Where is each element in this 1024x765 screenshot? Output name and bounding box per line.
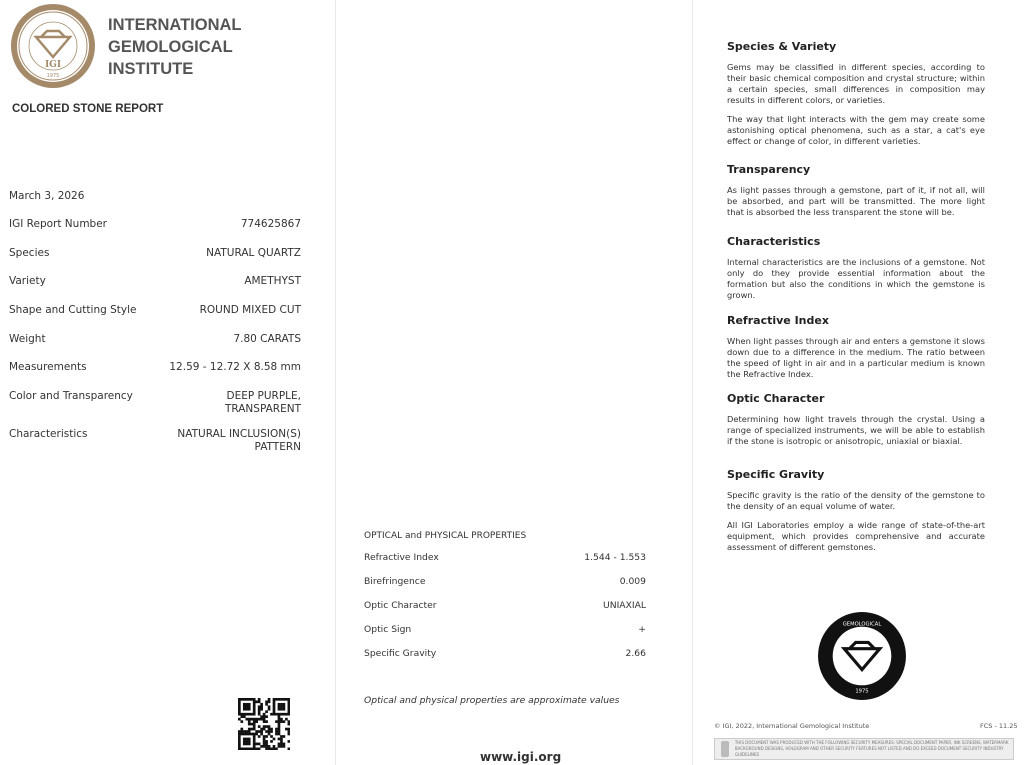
row-value: 7.80 CARATS: [233, 333, 301, 345]
section-paragraph: Internal characteristics are the inclusions of a gemstone. Not only do they provide essential information about the formation but also the conditions in which the gemstone is grown.: [727, 257, 985, 300]
optical-row: [364, 552, 646, 563]
igi-seal-logo: [10, 3, 96, 89]
section-title: Refractive Index: [727, 314, 829, 327]
section-paragraph: Gems may be classified in different species, according to their basic chemical composition and crystal structure; within a certain species, small differences in composition may results in different colors, or varieties.: [727, 62, 985, 105]
row-label: Variety: [9, 275, 46, 287]
row-label: Weight: [9, 333, 46, 345]
qr-code[interactable]: [238, 698, 290, 750]
row-value: NATURAL QUARTZ: [206, 247, 301, 259]
website-link[interactable]: www.igi.org: [480, 750, 562, 764]
info-section: [727, 392, 985, 455]
optical-row: [364, 648, 646, 659]
row-value: AMETHYST: [244, 275, 301, 287]
section-title: Optic Character: [727, 392, 825, 405]
optical-row: [364, 576, 646, 587]
row-value: 2.66: [625, 648, 646, 659]
row-value: 0.009: [619, 576, 646, 587]
report-date: March 3, 2026: [9, 190, 85, 202]
row-value: 12.59 - 12.72 X 8.58 mm: [169, 361, 301, 373]
info-section: [727, 163, 985, 226]
row-label: Measurements: [9, 361, 87, 373]
svg-text:IGI: IGI: [44, 60, 62, 70]
row-label: Species: [9, 247, 50, 259]
row-value: UNIAXIAL: [603, 600, 646, 611]
row-label: IGI Report Number: [9, 218, 107, 230]
section-title: Transparency: [727, 163, 811, 176]
optical-heading: OPTICAL and PHYSICAL PROPERTIES: [364, 531, 527, 541]
brand-line: INTERNATIONAL: [108, 16, 242, 34]
svg-text:GEMOLOGICAL: GEMOLOGICAL: [842, 621, 882, 628]
form-code: FCS - 11.25: [980, 722, 1018, 730]
igi-seal-black: [817, 611, 907, 701]
section-paragraph: When light passes through air and enters a gemstone it slows down due to a difference in the medium. The ratio between the speed of light in air and in a particular medium is known the Refractive Index.: [727, 336, 985, 379]
row-label: Birefringence: [364, 576, 426, 587]
svg-text:1975: 1975: [855, 688, 869, 695]
fold-line-right: [692, 0, 693, 765]
row-label: Refractive Index: [364, 552, 439, 563]
section-paragraph: Determining how light travels through the crystal. Using a range of specialized instruments, we will be able to establish if the stone is isotropic or anisotropic, uniaxial or biaxial.: [727, 414, 985, 446]
section-paragraph: As light passes through a gemstone, part of it, if not all, will be absorbed, and part will be transmitted. The more light that is absorbed the less transparent the stone will be.: [727, 185, 985, 217]
optical-row: [364, 624, 646, 635]
report-row: [9, 361, 301, 374]
row-value: 774625867: [240, 218, 301, 230]
lock-icon: [721, 741, 729, 757]
copyright: © IGI, 2022, International Gemological Institute: [714, 722, 870, 730]
report-row: [9, 275, 301, 288]
optical-note: Optical and physical properties are approximate values: [364, 695, 620, 706]
section-title: Characteristics: [727, 235, 821, 248]
section-paragraph: The way that light interacts with the gem may create some astonishing optical phenomena, such as a star, a cat's eye effect or change of color, in different varieties.: [727, 114, 985, 146]
report-row: [9, 304, 301, 317]
report-title: COLORED STONE REPORT: [12, 103, 164, 115]
info-section: [727, 314, 985, 388]
row-label: Optic Sign: [364, 624, 412, 635]
optical-row: [364, 600, 646, 611]
info-section: [727, 235, 985, 309]
report-row: [9, 390, 301, 416]
row-label: Specific Gravity: [364, 648, 437, 659]
row-label: Shape and Cutting Style: [9, 304, 137, 316]
report-row: [9, 247, 301, 260]
brand-line: GEMOLOGICAL: [108, 38, 233, 56]
security-text: THIS DOCUMENT WAS PRODUCED WITH THE FOLLOWING SECURITY MEASURES: SPECIAL DOCUMENT PAPER, INK SCREENS, WATERMARK BACKGROUND DESIGNS, HOLOGRAM AND OTHER SECURITY FEATURES NOT LISTED AND DO EXCEED DOCUMENT SECURITY INDUSTRY GUIDELINES: [734, 740, 1009, 757]
row-value: ROUND MIXED CUT: [199, 304, 301, 316]
section-title: Species & Variety: [727, 40, 837, 53]
info-section: [727, 468, 985, 561]
report-row: [9, 333, 301, 346]
section-paragraph: Specific gravity is the ratio of the density of the gemstone to the density of an equal volume of water.: [727, 490, 985, 511]
row-label: Optic Character: [364, 600, 437, 611]
security-notice: [714, 738, 1014, 760]
row-value: DEEP PURPLE, TRANSPARENT: [224, 390, 301, 415]
brand-name: [108, 14, 242, 80]
section-title: Specific Gravity: [727, 468, 825, 481]
section-paragraph: All IGI Laboratories employ a wide range of state-of-the-art equipment, which provides comprehensive and accurate assessment of different gemstones.: [727, 520, 985, 552]
fold-line-left: [335, 0, 336, 765]
row-label: Color and Transparency: [9, 390, 133, 402]
row-value: NATURAL INCLUSION(S) PATTERN: [177, 428, 301, 453]
row-value: +: [638, 624, 646, 635]
row-label: Characteristics: [9, 428, 88, 440]
brand-line: INSTITUTE: [108, 60, 194, 78]
report-row: [9, 218, 301, 231]
info-section: [727, 40, 985, 155]
row-value: 1.544 - 1.553: [584, 552, 646, 563]
svg-text:1975: 1975: [46, 73, 60, 79]
report-row: [9, 428, 301, 454]
